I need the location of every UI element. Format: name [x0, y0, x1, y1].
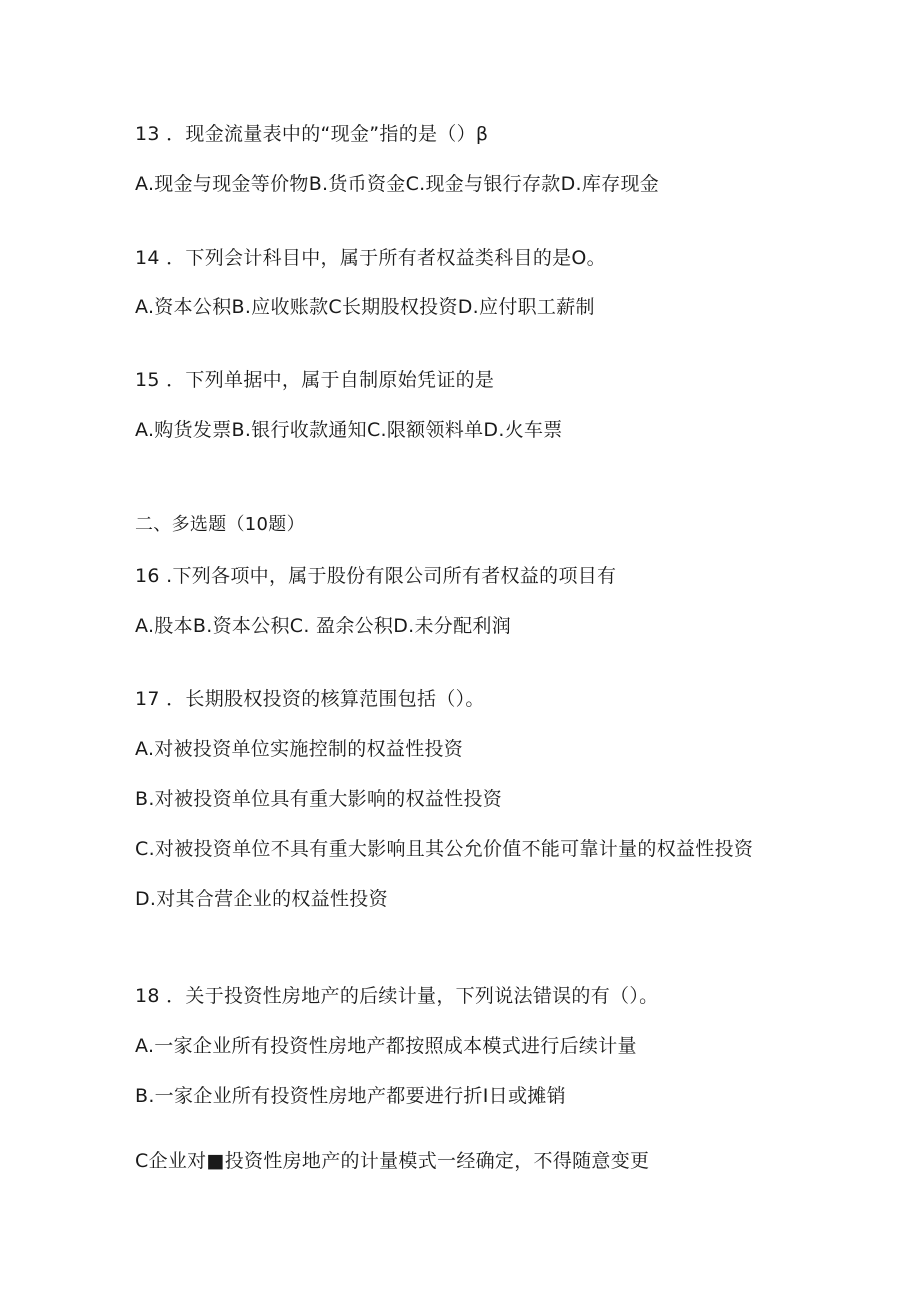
- question-18-option-a: A.一家企业所有投资性房地产都按照成本模式进行后续计量: [135, 1035, 637, 1057]
- question-14-options: A.资本公积B.应收账款C长期股权投资D.应付职工薪制: [135, 296, 595, 318]
- question-17-option-d: D.对其合营企业的权益性投资: [135, 888, 388, 910]
- question-17-option-c: C.对被投资单位不具有重大影响且其公允价值不能可靠计量的权益性投资: [135, 838, 754, 860]
- question-13-stem: 13 ．现金流量表中的“现金”指的是（）β: [135, 123, 489, 145]
- section-title: 二、多选题（10题）: [135, 514, 305, 535]
- question-15-options: A.购货发票B.银行收款通知C.限额领料单D.火车票: [135, 419, 563, 441]
- question-13-options: A.现金与现金等价物B.货币资金C.现金与银行存款D.库存现金: [135, 173, 660, 195]
- question-17-option-b: B.对被投资单位具有重大影响的权益性投资: [135, 788, 503, 810]
- question-16-stem: 16 .下列各项中，属于股份有限公司所有者权益的项目有: [135, 565, 617, 587]
- question-17-option-a: A.对被投资单位实施控制的权益性投资: [135, 738, 464, 760]
- question-15-stem: 15 ．下列单据中，属于自制原始凭证的是: [135, 369, 495, 391]
- question-18-option-c: C企业对■投资性房地产的计量模式一经确定，不得随意变更: [135, 1150, 650, 1172]
- question-17-stem: 17 ．长期股权投资的核算范围包括（）。: [135, 688, 485, 710]
- question-16-options: A.股本B.资本公积C. 盈余公积D.未分配利润: [135, 615, 511, 637]
- question-18-stem: 18 ．关于投资性房地产的后续计量，下列说法错误的有（）。: [135, 985, 659, 1007]
- question-14-stem: 14 ．下列会计科目中，属于所有者权益类科目的是O。: [135, 247, 606, 269]
- question-18-option-b: B.一家企业所有投资性房地产都要进行折I日或摊销: [135, 1085, 566, 1107]
